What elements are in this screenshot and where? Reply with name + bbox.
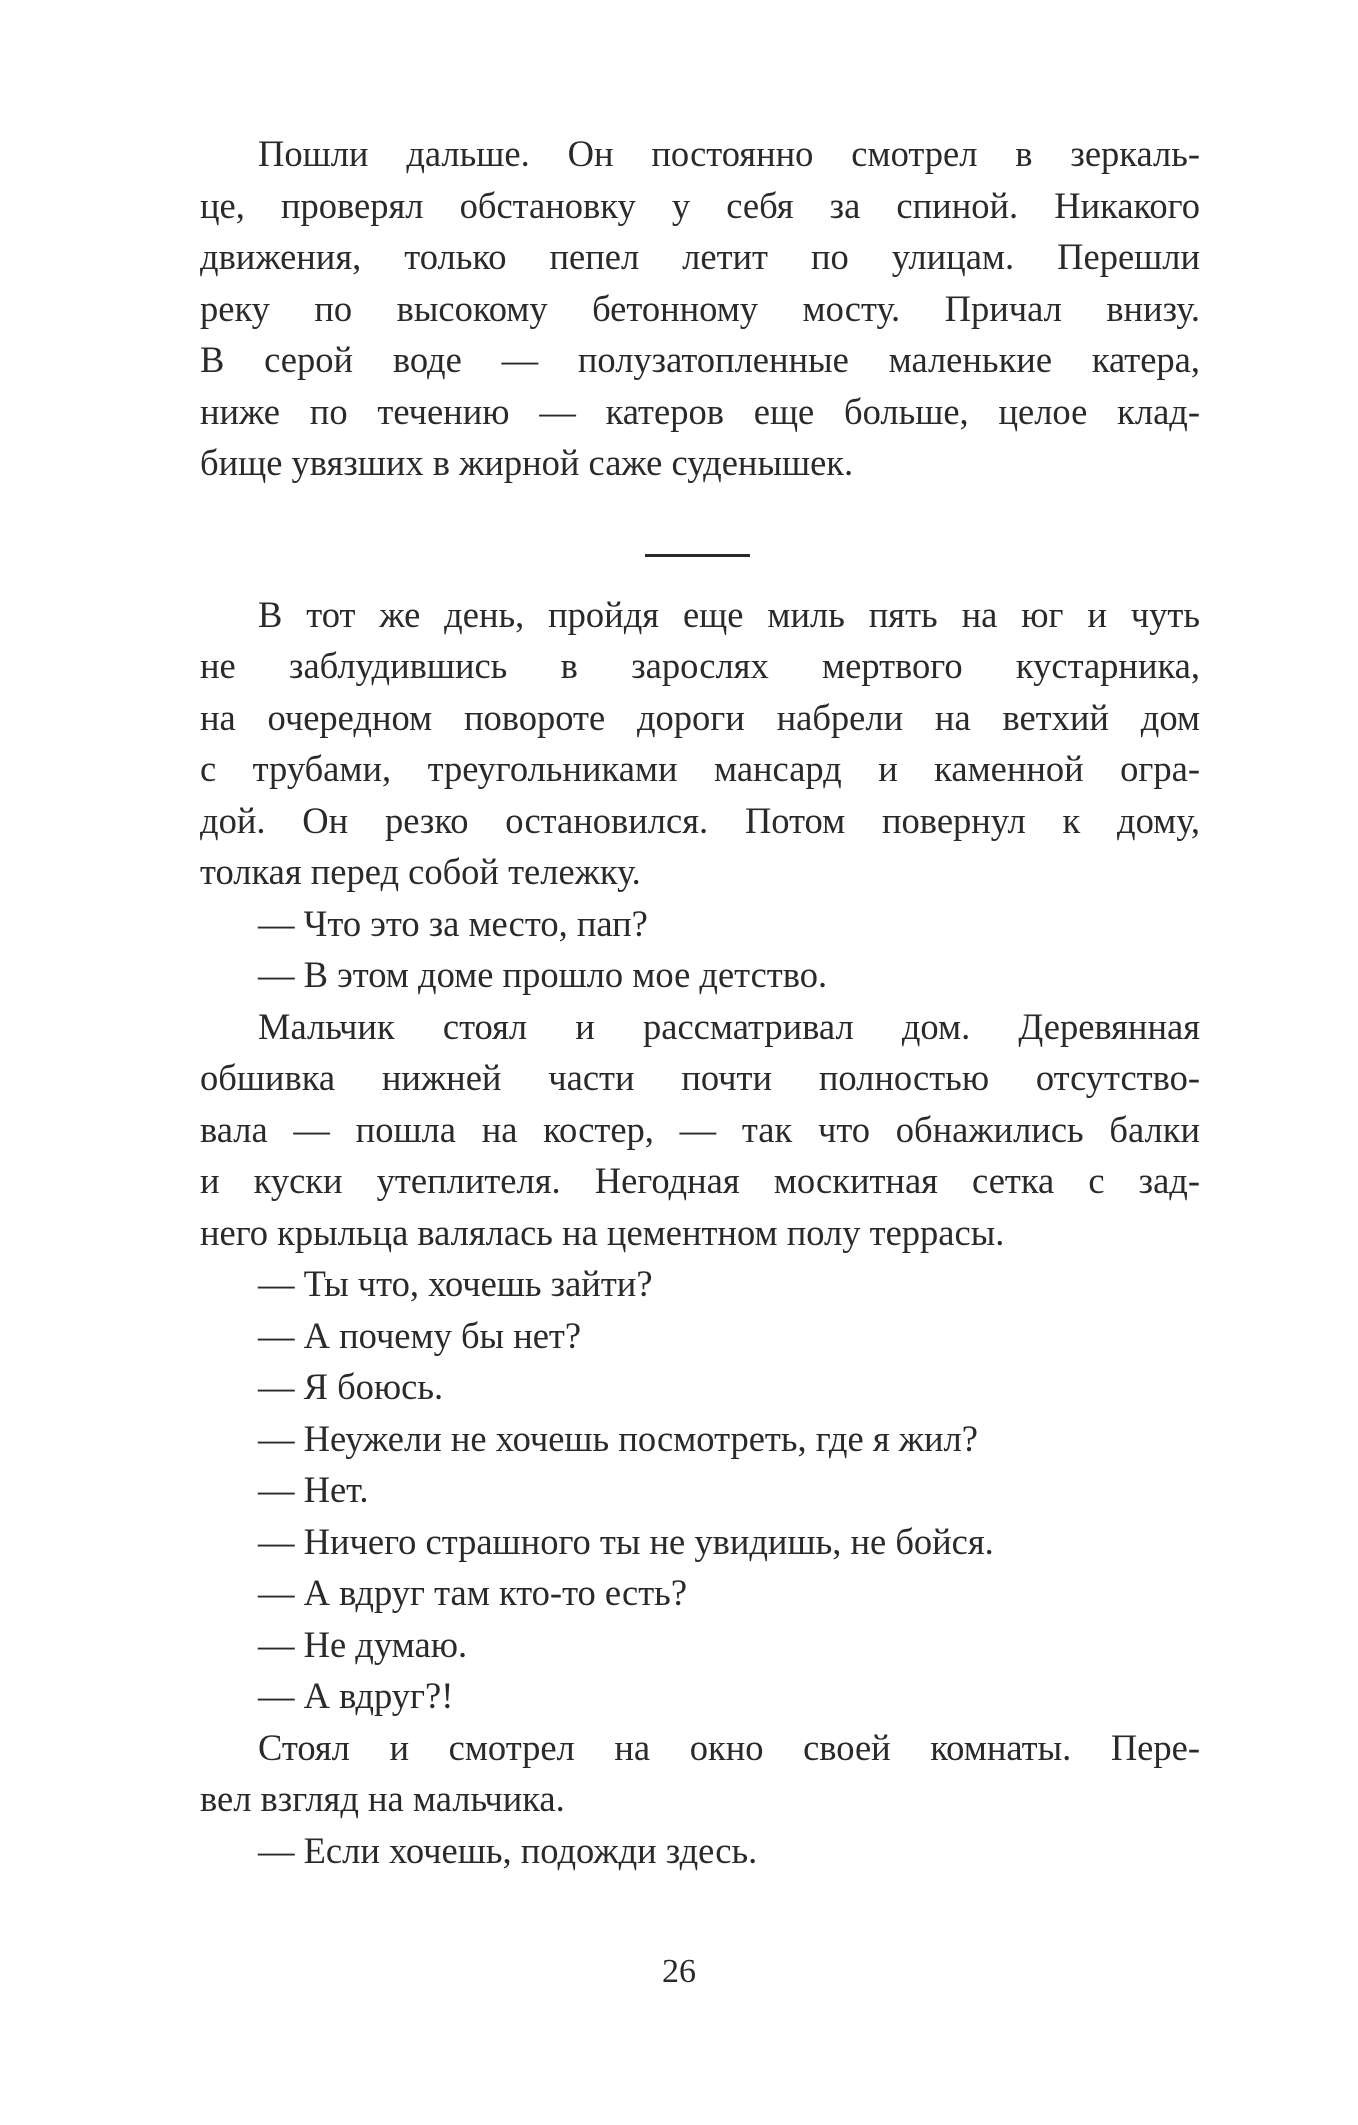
dialog-block-2 — [200, 1258, 1200, 1722]
dialog-line: — Если хочешь, подожди здесь. — [258, 1829, 758, 1871]
text-line: ниже по течению — катеров еще больше, целое клад- — [200, 390, 1200, 432]
text-line: вел взгляд на мальчика. — [200, 1778, 565, 1819]
text-line: бище увязших в жирной саже суденышек. — [200, 442, 854, 483]
text-line: и куски утеплителя. Негодная москитная сетка с зад- — [200, 1160, 1200, 1201]
dialog-line: — Что это за место, пап? — [258, 902, 648, 944]
dialog-line: — А вдруг?! — [258, 1675, 454, 1716]
text-line: В тот же день, пройдя еще миль пять на юг и чуть — [258, 593, 1200, 635]
dialog-line: — Нет. — [258, 1469, 369, 1510]
section-gap — [200, 489, 1200, 589]
text-line: вала — пошла на костер, — так что обнажились балки — [200, 1108, 1200, 1150]
text-line: с трубами, треугольниками мансард и каменной огра- — [200, 748, 1200, 789]
dialog-block-3 — [200, 1825, 1200, 1877]
section-break-rule — [645, 554, 750, 557]
book-page — [200, 128, 1200, 1876]
text-line: не заблудившись в зарослях мертвого кустарника, — [200, 645, 1200, 686]
dialog-line: — А вдруг там кто-то есть? — [258, 1572, 688, 1613]
paragraph-1 — [200, 128, 1200, 489]
dialog-line: — Неужели не хочешь посмотреть, где я жил? — [258, 1417, 978, 1459]
text-line: реку по высокому бетонному мосту. Причал внизу. — [200, 287, 1200, 329]
text-line: толкая перед собой тележку. — [200, 851, 641, 892]
text-line: него крыльца валялась на цементном полу террасы. — [200, 1211, 1005, 1253]
text-line: Мальчик стоял и рассматривал дом. Деревянная — [258, 1005, 1200, 1047]
text-line: обшивка нижней части почти полностью отсутство- — [200, 1057, 1200, 1098]
page-number: 26 — [662, 1953, 696, 1990]
paragraph-2 — [200, 589, 1200, 898]
dialog-line: — Ты что, хочешь зайти? — [258, 1263, 653, 1304]
paragraph-3 — [200, 1001, 1200, 1259]
dialog-line: — Ничего страшного ты не увидишь, не бойся. — [258, 1520, 994, 1562]
dialog-line: — А почему бы нет? — [258, 1314, 582, 1356]
dialog-block-1 — [200, 898, 1200, 1001]
text-line: движения, только пепел летит по улицам. Перешли — [200, 236, 1200, 277]
dialog-line: — Я боюсь. — [258, 1366, 444, 1407]
text-line: дой. Он резко остановился. Потом повернул к дому, — [200, 799, 1200, 841]
text-line: це, проверял обстановку у себя за спиной. Никакого — [200, 184, 1200, 226]
dialog-line: — В этом доме прошло мое детство. — [258, 954, 828, 995]
text-line: Стоял и смотрел на окно своей комнаты. Пере- — [258, 1726, 1200, 1768]
text-line: на очередном повороте дороги набрели на ветхий дом — [200, 696, 1200, 738]
dialog-line: — Не думаю. — [258, 1623, 468, 1665]
text-line: В серой воде — полузатопленные маленькие катера, — [200, 339, 1200, 380]
text-line: Пошли дальше. Он постоянно смотрел в зеркаль- — [258, 133, 1200, 174]
paragraph-4 — [200, 1722, 1200, 1825]
